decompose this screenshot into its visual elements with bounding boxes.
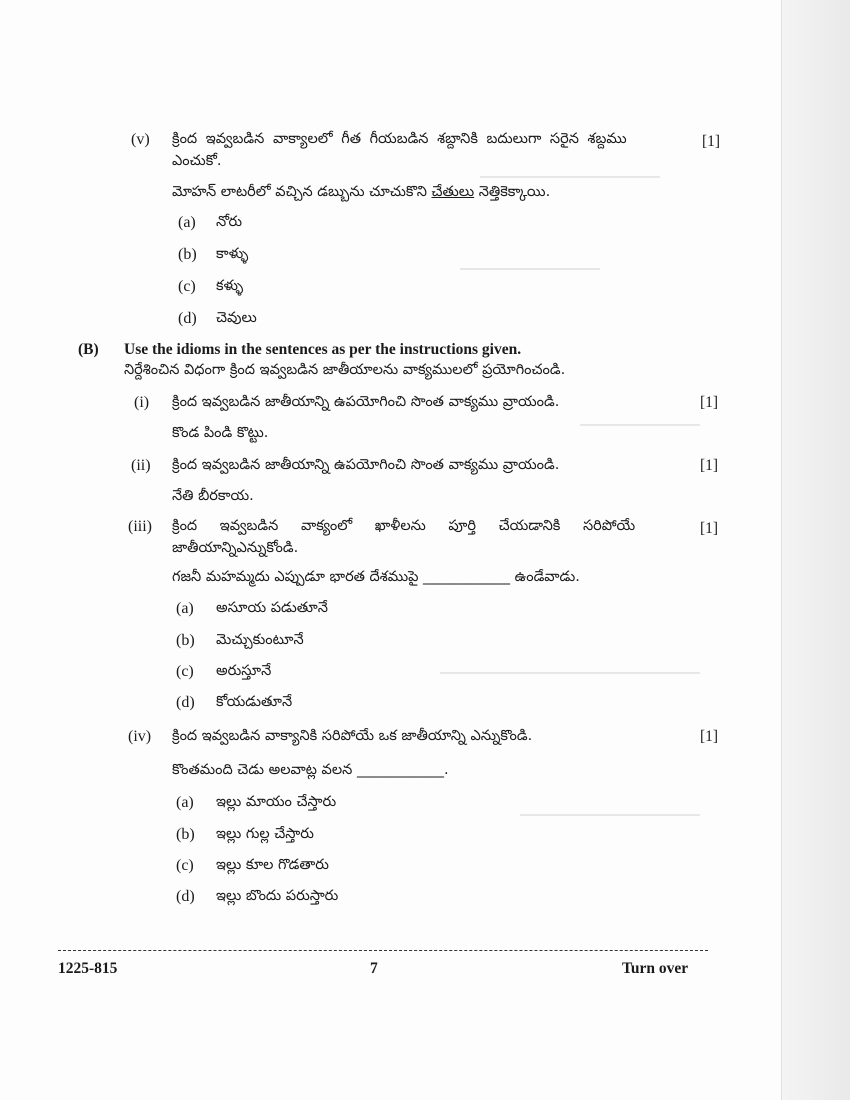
q-iii-option-c-label: (c) — [176, 663, 194, 680]
q-iv-option-c-text: ఇల్లు కూల గొడతారు — [216, 857, 329, 873]
q-i-idiom: కొండ పిండి కొట్టు. — [172, 425, 269, 441]
q-i-number: (i) — [134, 394, 150, 411]
q-iv-option-d-text: ఇల్లు బొందు పరుస్తారు — [216, 888, 339, 904]
page-number: 7 — [370, 960, 378, 977]
q-v-option-c-text: కళ్ళు — [216, 278, 244, 294]
underlined-word: చేతులు — [431, 184, 475, 200]
q-iv-sentence: కొంతమంది చెడు అలవాట్ల వలన ____________. — [172, 762, 449, 778]
q-v-text-line2: ఎంచుకో. — [172, 153, 222, 169]
q-iii-option-b-text: మెచ్చుకుంటూనే — [216, 632, 304, 648]
turn-over: Turn over — [622, 960, 689, 977]
section-b-instruction-telugu: నిర్దేశించిన విధంగా క్రింద ఇవ్వబడిన జాతీయాలను వాక్యములలో ప్రయోగించండి. — [124, 362, 566, 378]
q-ii-text: క్రింద ఇవ్వబడిన జాతీయాన్ని ఉపయోగించి సొంత వాక్యము వ్రాయండి. — [172, 457, 560, 473]
bleed-through — [480, 176, 660, 178]
q-v-option-a-text: నోరు — [216, 214, 243, 230]
fill-blank: ____________ — [423, 569, 511, 585]
q-v-sentence: మోహన్ లాటరీలో వచ్చిన డబ్బును చూచుకొని చేతులు నెత్తికెక్కాయి. — [172, 184, 551, 200]
q-v-text-line1: క్రింద ఇవ్వబడిన వాక్యాలలో గీత గీయబడిన శబ్దానికి బదులుగా సరైన శబ్దము — [172, 131, 627, 147]
q-v-number: (v) — [131, 131, 150, 148]
q-iii-number: (iii) — [128, 518, 152, 535]
q-iii-option-d-text: కోయడుతూనే — [216, 694, 293, 710]
q-v-marks: [1] — [702, 133, 721, 150]
q-iii-text-line1: క్రింద ఇవ్వబడిన వాక్యంలో ఖాళీలను పూర్తి చేయడానికి సరిపోయే — [172, 518, 636, 534]
bleed-through — [460, 268, 600, 270]
q-i-marks: [1] — [700, 394, 719, 411]
q-iv-number: (iv) — [128, 728, 152, 745]
section-b-label: (B) — [78, 341, 99, 358]
q-iii-text-line2: జాతీయాన్నిఎన్నుకోండి. — [172, 540, 299, 556]
section-b-instruction-english: Use the idioms in the sentences as per the instructions given. — [124, 341, 522, 358]
paper-code: 1225-815 — [58, 960, 118, 977]
q-i-text: క్రింద ఇవ్వబడిన జాతీయాన్ని ఉపయోగించి సొంత వాక్యము వ్రాయండి. — [172, 394, 560, 410]
q-ii-marks: [1] — [700, 457, 719, 474]
q-iv-option-d-label: (d) — [176, 888, 195, 905]
bleed-through — [580, 424, 700, 426]
q-ii-idiom: నేతి బీరకాయ. — [172, 488, 254, 504]
q-ii-number: (ii) — [131, 457, 151, 474]
scan-edge — [781, 0, 850, 1100]
q-iii-marks: [1] — [700, 520, 719, 537]
q-iv-option-a-text: ఇల్లు మాయం చేస్తారు — [216, 794, 337, 810]
q-v-option-c-label: (c) — [178, 278, 196, 295]
q-iii-sentence: గజనీ మహమ్మదు ఎప్పుడూ భారత దేశముపై ____________ ఉండేవాడు. — [172, 569, 580, 585]
q-v-option-d-label: (d) — [178, 310, 197, 327]
footer-divider — [58, 950, 708, 951]
q-v-option-b-label: (b) — [178, 246, 197, 263]
fill-blank: ____________ — [356, 762, 444, 778]
q-iii-option-b-label: (b) — [176, 632, 195, 649]
q-iii-option-d-label: (d) — [176, 694, 195, 711]
q-iv-option-a-label: (a) — [176, 794, 194, 811]
q-v-option-b-text: కాళ్ళు — [216, 246, 249, 262]
bleed-through — [520, 814, 700, 816]
q-iv-text: క్రింద ఇవ్వబడిన వాక్యానికి సరిపోయే ఒక జాతీయాన్ని ఎన్నుకొండి. — [172, 728, 533, 744]
q-iv-option-c-label: (c) — [176, 857, 194, 874]
q-iii-option-c-text: అరుస్తూనే — [216, 663, 272, 679]
q-iv-option-b-label: (b) — [176, 826, 195, 843]
q-v-option-a-label: (a) — [178, 214, 196, 231]
q-iv-marks: [1] — [700, 728, 719, 745]
q-v-option-d-text: చెవులు — [216, 310, 257, 326]
q-iii-option-a-label: (a) — [176, 600, 194, 617]
q-iv-option-b-text: ఇల్లు గుల్ల చేస్తారు — [216, 826, 314, 842]
bleed-through — [440, 672, 700, 674]
q-iii-option-a-text: అసూయ పడుతూనే — [216, 600, 328, 616]
